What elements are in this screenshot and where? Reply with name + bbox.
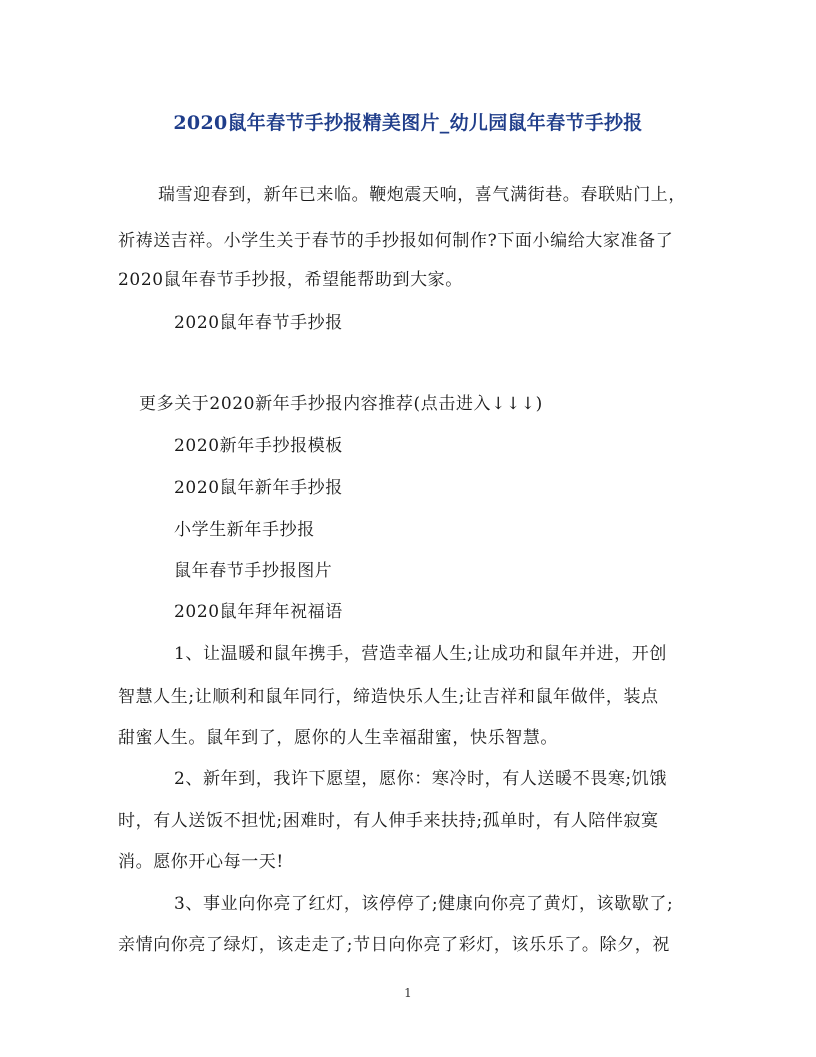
greeting-2-line-1: 2、新年到，我许下愿望，愿你：寒冷时，有人送暖不畏寒;饥饿 xyxy=(174,769,667,789)
link-item[interactable]: 鼠年春节手抄报图片 xyxy=(174,561,333,581)
greeting-1-line-1: 1、让温暖和鼠年携手，营造幸福人生;让成功和鼠年并进，开创 xyxy=(174,644,667,664)
page-number: 1 xyxy=(404,986,412,1000)
link-item[interactable]: 2020新年手抄报模板 xyxy=(174,436,343,456)
link-item[interactable]: 2020鼠年新年手抄报 xyxy=(174,478,343,498)
greeting-2-line-3: 消。愿你开心每一天! xyxy=(118,852,284,872)
link-item[interactable]: 小学生新年手抄报 xyxy=(174,520,315,540)
greeting-3-line-2: 亲情向你亮了绿灯，该走走了;节日向你亮了彩灯，该乐乐了。除夕，祝 xyxy=(118,935,670,955)
greeting-1-line-2: 智慧人生;让顺利和鼠年同行，缔造快乐人生;让吉祥和鼠年做伴，装点 xyxy=(118,687,659,707)
greeting-3-line-1: 3、事业向你亮了红灯，该停停了;健康向你亮了黄灯，该歇歇了; xyxy=(174,894,674,914)
intro-line-3: 2020鼠年春节手抄报，希望能帮助到大家。 xyxy=(118,270,463,290)
greeting-1-line-3: 甜蜜人生。鼠年到了，愿你的人生幸福甜蜜，快乐智慧。 xyxy=(118,728,558,748)
subheading: 2020鼠年春节手抄报 xyxy=(174,313,343,333)
intro-line-2: 祈祷送吉祥。小学生关于春节的手抄报如何制作?下面小编给大家准备了 xyxy=(118,231,674,251)
more-heading: 更多关于2020新年手抄报内容推荐(点击进入↓↓↓) xyxy=(139,394,543,414)
intro-line-1: 瑞雪迎春到，新年已来临。鞭炮震天响，喜气满街巷。春联贴门上， xyxy=(158,185,686,205)
document-title: 2020鼠年春节手抄报精美图片_幼儿园鼠年春节手抄报 xyxy=(173,112,643,134)
greeting-2-line-2: 时，有人送饭不担忧;困难时，有人伸手来扶持;孤单时，有人陪伴寂寞 xyxy=(118,811,659,831)
link-item[interactable]: 2020鼠年拜年祝福语 xyxy=(174,602,343,622)
